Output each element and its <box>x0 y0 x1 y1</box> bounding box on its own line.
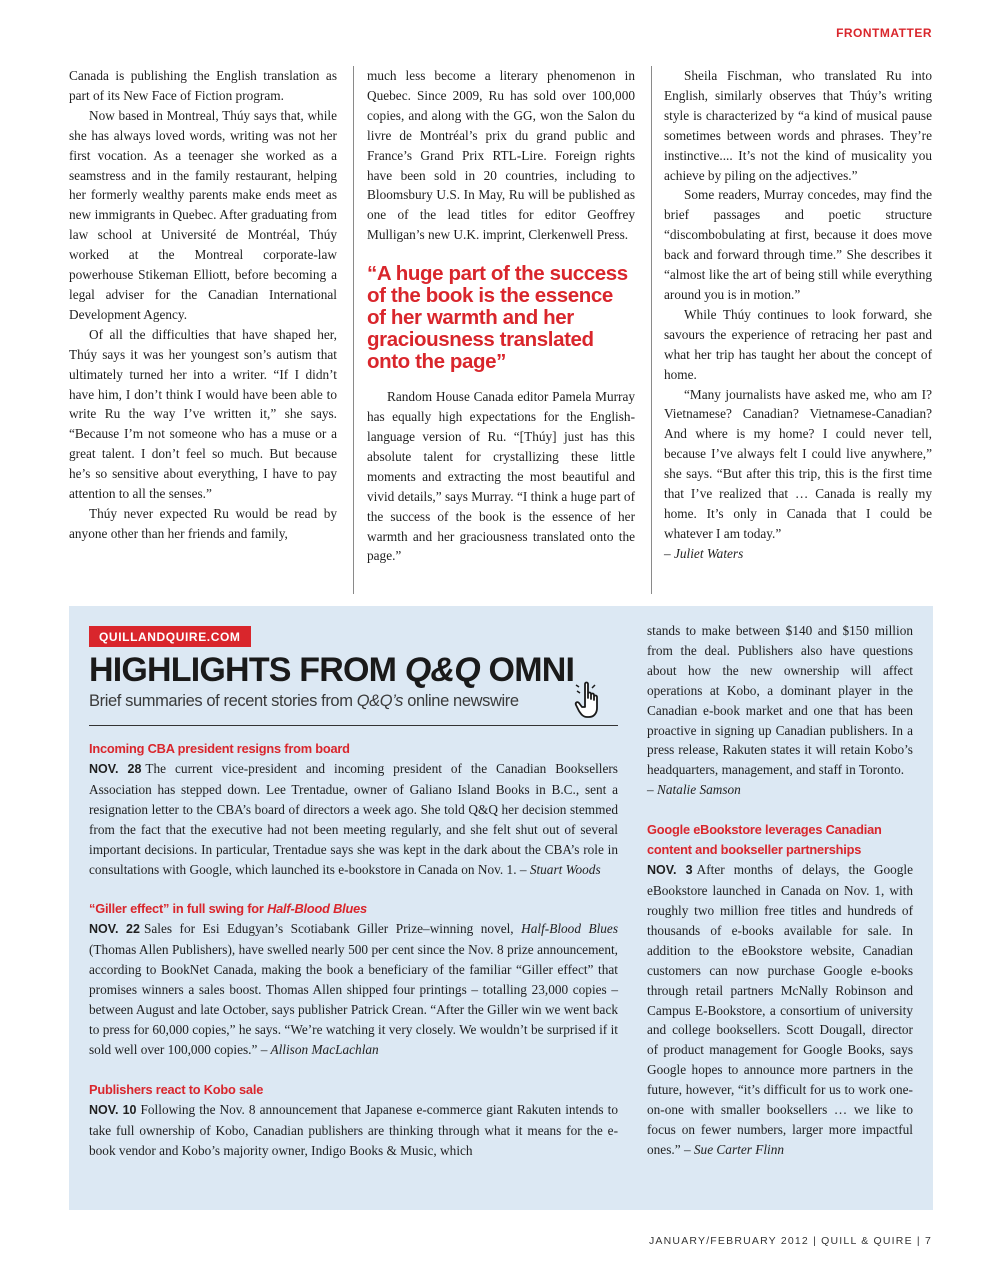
book-title: Half-Blood Blues <box>521 921 619 937</box>
paragraph: While Thúy continues to look forward, she savours the experience of retracing her past and what her trip has taught her about the concept of home. <box>664 306 932 382</box>
news-item-continued <box>647 621 913 800</box>
title-text-end: OMNI <box>479 651 575 689</box>
news-text: Following the Nov. 8 announcement that Japanese e-commerce giant Rakuten intends to take full ownership of Kobo, Canadian publishers are thinking through what it means for the e-book vendor and Kobo’s majority owner, Indigo Books & Music, which <box>89 1101 618 1158</box>
news-byline: – Allison MacLachlan <box>260 1041 379 1057</box>
news-body <box>89 759 618 879</box>
headline-emphasis: Half-Blood Blues <box>267 901 367 917</box>
news-headline[interactable]: Publishers react to Kobo sale <box>89 1081 264 1097</box>
paragraph: Of all the difficulties that have shaped her, Thúy says it was her youngest son’s autism that ultimately turned her into a writer. “If I didn’t have him, I don’t think I would have been able to write Ru the way I’ve written it,” she says. “Because I’m not someone who has a muse or a great talent. I don’t feel so much. But because he’s so sensitive about everything, I have to pay attention to all the senses.” <box>69 326 337 502</box>
column-divider <box>651 66 652 594</box>
website-tag[interactable]: QUILLANDQUIRE.COM <box>89 626 251 647</box>
paragraph: Canada is publishing the English translation as part of its New Face of Fiction program. <box>69 68 337 103</box>
highlights-subtitle <box>89 692 519 711</box>
paragraph: much less become a literary phenomenon in Quebec. Since 2009, Ru has sold over 100,000 copies, and along with the GG, won the Salon du livre de Montréal’s prix du grand public and France’s Grand Prix RTL-Lire. Foreign rights have been sold in 20 countries, including to Bloomsbury U.S. In May, Ru will be published as one of the lead titles for editor Geoffrey Mulligan’s new U.K. imprint, Clerkenwell Press. <box>367 68 635 243</box>
highlights-title <box>89 651 574 689</box>
news-text: The current vice-president and incoming president of the Canadian Booksellers Association has stepped down. Lee Trentadue, owner of Galiano Island Books in B.C., sent a resignation letter to the CBA’s board of directors a week ago. She told Q&Q her decision stemmed from the fact that the executive had not been meeting regularly, and she felt shut out of several important decisions. In particular, Trentadue says she was kept in the dark about the CBA’s role in consultations with Google, which launched its e-bookstore in Canada on Nov. 1. <box>89 761 618 877</box>
title-emphasis: Q&Q <box>404 651 480 689</box>
news-text: Sales for Esi Edugyan’s Scotiabank Giller Prize–winning novel, <box>143 921 522 937</box>
news-byline: – Stuart Woods <box>519 861 601 877</box>
paragraph: Thúy never expected Ru would be read by anyone other than her friends and family, <box>69 505 337 541</box>
news-body <box>647 860 913 1160</box>
paragraph: Random House Canada editor Pamela Murray has equally high expectations for the English-language version of Ru. “[Thúy] just has this absolute talent for crystallizing these little moments and extracting the most beautiful and vivid details,” says Murray. “I think a huge part of the success of the book is the essence of her warmth and her graciousness translated onto the page.” <box>367 389 635 564</box>
news-headline[interactable]: Google eBookstore leverages Canadian content and bookseller partnerships <box>647 822 882 858</box>
news-item <box>89 899 618 1059</box>
news-date: NOV. 22 <box>89 922 140 937</box>
section-tag: FRONTMATTER <box>836 26 932 40</box>
news-item <box>647 820 913 1160</box>
news-byline: – Sue Carter Flinn <box>683 1141 785 1157</box>
paragraph: Sheila Fischman, who translated Ru into English, similarly observes that Thúy’s writing style is characterized by “a kind of musical pause sometimes between words and phrases. They’re instinctive.... It’s not the kind of musicality you achieve by piling on the adjectives.” <box>664 68 932 183</box>
news-date: NOV. 3 <box>647 863 693 878</box>
subtitle-text-end: online newswire <box>403 692 519 710</box>
column-divider <box>353 66 354 594</box>
title-text: HIGHLIGHTS FROM <box>89 651 405 689</box>
news-body <box>89 919 618 1059</box>
news-headline[interactable]: Incoming CBA president resigns from board <box>89 741 350 756</box>
news-text-end: (Thomas Allen Publishers), have swelled nearly 500 per cent since the Nov. 8 prize announcement, according to BookNet Canada, making the book a beneficiary of the familiar “Giller effect” that promises winners a sales boost. Thomas Allen shipped four printings – totalling 23,000 copies – between August and late October, says publisher Patrick Crean. “After the Giller win we went back to press for 60,000 copies,” he says. “We’re watching it very closely. We wouldn’t be surprised if it sold well over 100,000 copies.” <box>89 942 618 1057</box>
news-body <box>89 1100 618 1161</box>
article-byline: – Juliet Waters <box>664 545 744 561</box>
article-column-2 <box>367 66 635 566</box>
news-item <box>89 1080 618 1161</box>
highlights-left-column <box>89 739 618 1181</box>
highlights-divider <box>89 725 618 726</box>
paragraph: “Many journalists have asked me, who am I? Vietnamese? Canadian? Vietnamese-Canadian? And where is my home? I could never tell, because I’ve always felt I could live anywhere,” she says. “But after this trip, this is the first time that I’ve realized that … Canada is really my home. It’s only in Canada that I could be whatever I am today.” <box>664 386 932 541</box>
headline-text: “Giller effect” in full swing for <box>89 901 268 917</box>
article-column-1 <box>69 66 337 544</box>
paragraph: Now based in Montreal, Thúy says that, while she has always loved words, writing was not her first vocation. As a teenager she worked as a seamstress and in the family restaurant, helping her formerly wealthy parents make ends meet as new immigrants in Quebec. After graduating from law school at Université de Montréal, Thúy worked at the Montreal corporate-law powerhouse Stikeman Elliott, before becoming a legal adviser for the Canadian International Development Agency. <box>69 107 337 322</box>
news-date: NOV. 28 <box>89 762 142 776</box>
news-date: NOV. 10 <box>89 1102 137 1117</box>
pointer-hand-icon <box>574 680 608 720</box>
subtitle-text: Brief summaries of recent stories from <box>89 692 357 710</box>
highlights-right-column <box>647 621 913 1180</box>
news-text: After months of delays, the Google eBookstore launched in Canada on Nov. 1, with roughly two million free titles and hundreds of thousands of e-books available for sale. In addition to the eBookstore website, Canadian customers can now purchase Google e-books through retail partners McNally Robinson and Campus E-Bookstore, a consortium of university and college booksellers. Scott Dougall, director of product management for Google Books, says Google hopes to announce more partners in the future, however, “it’s difficult for us to work one-on-one with smaller booksellers … we like to focus on fewer numbers, larger more impactful ones.” <box>647 862 914 1157</box>
pull-quote: “A huge part of the success of the book is the essence of her warmth and her graciousness translated onto the page” <box>367 262 628 374</box>
news-text: stands to make between $140 and $150 million from the deal. Publishers also have questions about how the new ownership will affect operations at Kobo, a dominant player in the Canadian e-book market and one that has been proactive in signing up Canadian publishers. In a press release, Rakuten states it will retain Kobo’s headquarters, management, and staff in Toronto. <box>647 623 913 778</box>
paragraph: Some readers, Murray concedes, may find the brief passages and poetic structure “discombobulating at first, because it does move back and forward through time.” She describes it “almost like the art of being still while everything around you is in motion.” <box>664 187 932 302</box>
article-column-3 <box>664 66 932 564</box>
subtitle-emphasis: Q&Q’s <box>356 692 404 710</box>
news-byline: – Natalie Samson <box>647 782 741 798</box>
news-item <box>89 739 618 879</box>
news-headline[interactable] <box>89 899 618 919</box>
news-body <box>647 621 913 800</box>
page-footer: JANUARY/FEBRUARY 2012 | QUILL & QUIRE | 7 <box>648 1235 932 1247</box>
